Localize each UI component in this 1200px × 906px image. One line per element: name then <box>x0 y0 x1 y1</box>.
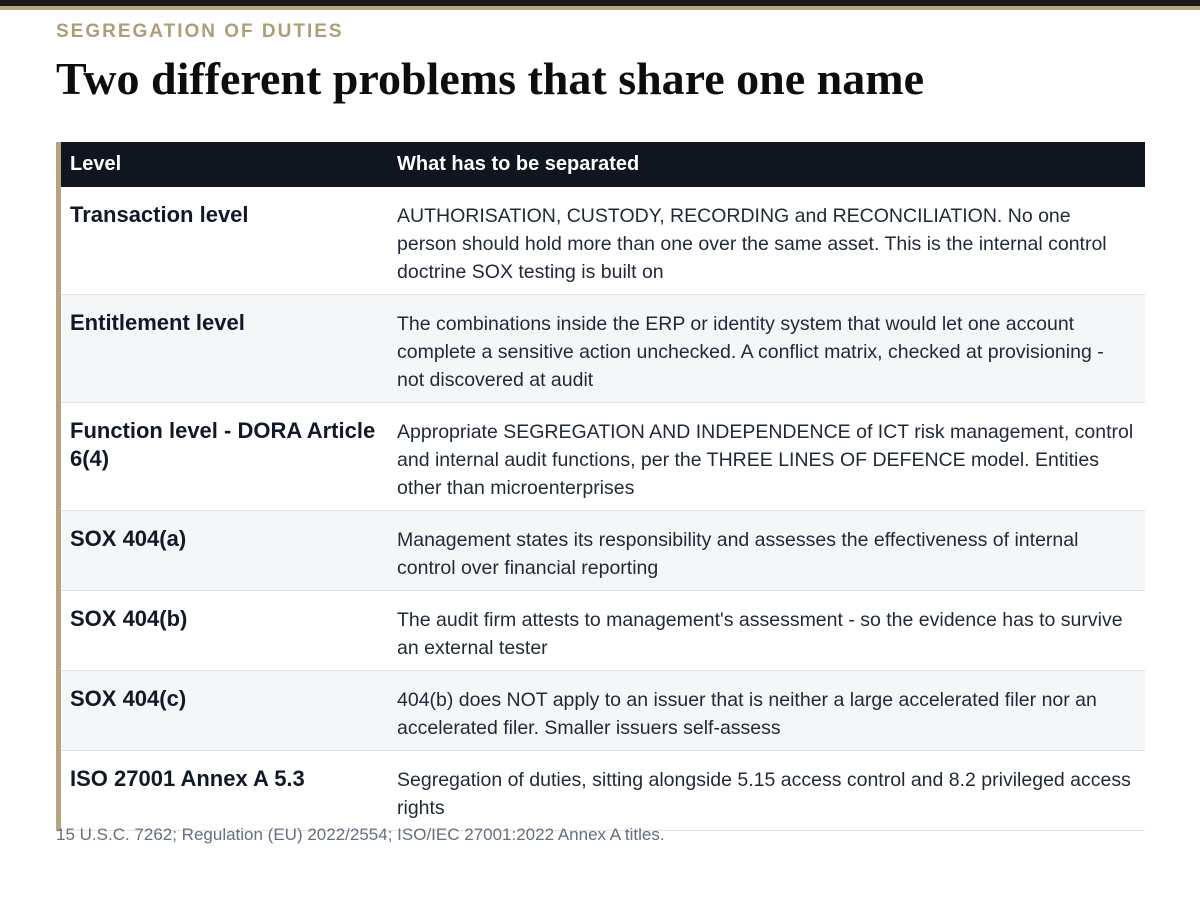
table-row <box>61 511 1145 591</box>
table-row <box>61 295 1145 403</box>
duties-table-container <box>56 142 1145 831</box>
duties-table <box>61 142 1145 831</box>
page-title: Two different problems that share one name <box>56 53 925 104</box>
table-row <box>61 671 1145 751</box>
table-row <box>61 591 1145 671</box>
row-level-cell: ISO 27001 Annex A 5.3 <box>61 751 387 831</box>
table-row <box>61 187 1145 295</box>
section-kicker: SEGREGATION OF DUTIES <box>56 21 344 42</box>
row-level-cell: Function level - DORA Article 6(4) <box>61 403 387 511</box>
row-level-cell: SOX 404(b) <box>61 591 387 671</box>
row-description-cell: AUTHORISATION, CUSTODY, RECORDING and RECONCILIATION. No one person should hold more than one over the same asset. This is the internal control doctrine SOX testing is built on <box>387 187 1145 295</box>
row-description-cell: 404(b) does NOT apply to an issuer that is neither a large accelerated filer nor an accelerated filer. Smaller issuers self-assess <box>387 671 1145 751</box>
column-header-level: Level <box>61 142 387 187</box>
row-description-cell: The audit firm attests to management's assessment - so the evidence has to survive an external tester <box>387 591 1145 671</box>
table-row <box>61 751 1145 831</box>
table-row <box>61 403 1145 511</box>
row-level-cell: Entitlement level <box>61 295 387 403</box>
row-description-cell: Appropriate SEGREGATION AND INDEPENDENCE of ICT risk management, control and internal audit functions, per the THREE LINES OF DEFENCE model. Entities other than microenterprises <box>387 403 1145 511</box>
row-level-cell: SOX 404(c) <box>61 671 387 751</box>
source-footnote: 15 U.S.C. 7262; Regulation (EU) 2022/2554; ISO/IEC 27001:2022 Annex A titles. <box>56 825 665 844</box>
row-description-cell: Management states its responsibility and assesses the effectiveness of internal control over financial reporting <box>387 511 1145 591</box>
row-level-cell: Transaction level <box>61 187 387 295</box>
column-header-what: What has to be separated <box>387 142 1145 187</box>
table-header-row <box>61 142 1145 187</box>
row-level-cell: SOX 404(a) <box>61 511 387 591</box>
top-accent-rule <box>0 6 1200 10</box>
row-description-cell: Segregation of duties, sitting alongside 5.15 access control and 8.2 privileged access rights <box>387 751 1145 831</box>
row-description-cell: The combinations inside the ERP or identity system that would let one account complete a sensitive action unchecked. A conflict matrix, checked at provisioning - not discovered at audit <box>387 295 1145 403</box>
